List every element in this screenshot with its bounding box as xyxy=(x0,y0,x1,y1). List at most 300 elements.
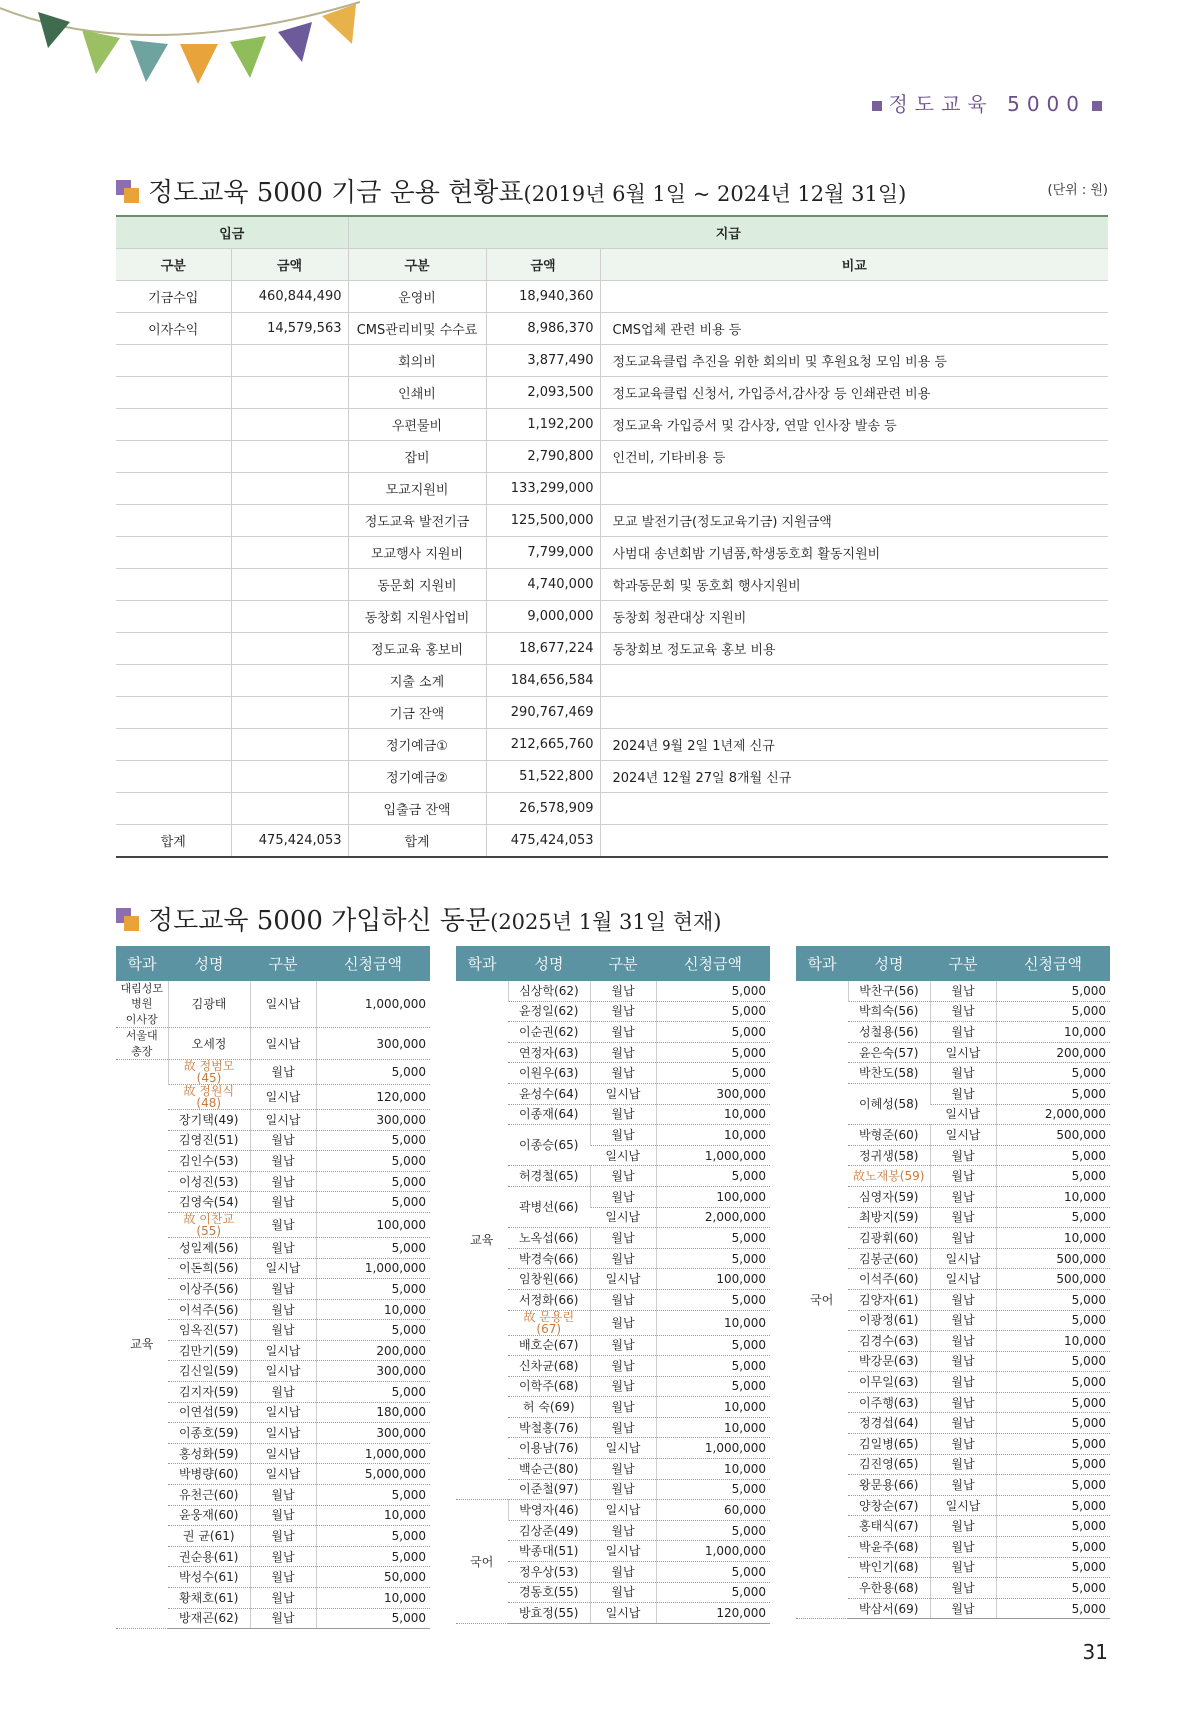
amount-cell: 5,000 xyxy=(996,1351,1110,1372)
type-cell: 월납 xyxy=(250,1171,316,1192)
amount-cell: 5,000 xyxy=(656,1479,770,1500)
empty-cell xyxy=(116,505,231,537)
type-cell: 월납 xyxy=(930,1392,996,1413)
expense-category: 정도교육 발전기금 xyxy=(348,505,486,537)
empty-cell xyxy=(116,409,231,441)
type-cell: 월납 xyxy=(930,1598,996,1619)
col-header: 구분 xyxy=(250,946,316,981)
type-cell: 월납 xyxy=(930,1022,996,1043)
type-cell: 월납 xyxy=(930,1289,996,1310)
amount-cell: 10,000 xyxy=(656,1125,770,1146)
expense-note: CMS업체 관련 비용 등 xyxy=(600,313,1108,345)
expense-note: 동창회보 정도교육 홍보 비용 xyxy=(600,633,1108,665)
name-cell: 故 문용린(67) xyxy=(508,1310,590,1335)
type-cell: 월납 xyxy=(250,1212,316,1237)
fund-row xyxy=(116,281,1108,313)
fund-table xyxy=(116,215,1108,858)
name-cell: 이순권(62) xyxy=(508,1022,590,1043)
amount-cell: 200,000 xyxy=(996,1042,1110,1063)
col-header: 신청금액 xyxy=(316,946,430,981)
type-cell: 월납 xyxy=(930,1001,996,1022)
name-cell: 윤정일(62) xyxy=(508,1001,590,1022)
name-cell: 임창원(66) xyxy=(508,1269,590,1290)
type-cell: 월납 xyxy=(250,1588,316,1609)
empty-cell xyxy=(231,441,348,473)
col-header: 구분 xyxy=(930,946,996,981)
name-cell: 성일제(56) xyxy=(168,1237,250,1258)
dept-cell: 대림성모병원 이사장 xyxy=(116,981,168,1028)
name-cell: 신차균(68) xyxy=(508,1356,590,1377)
amount-cell: 2,000,000 xyxy=(996,1104,1110,1125)
expense-note xyxy=(600,473,1108,505)
type-cell: 월납 xyxy=(250,1151,316,1172)
name-cell: 박윤주(68) xyxy=(848,1537,930,1558)
expense-category: 운영비 xyxy=(348,281,486,313)
amount-cell: 300,000 xyxy=(316,1423,430,1444)
name-cell: 권순용(61) xyxy=(168,1546,250,1567)
fund-total-row xyxy=(116,825,1108,858)
amount-cell: 5,000 xyxy=(996,1578,1110,1599)
name-cell: 이주행(63) xyxy=(848,1392,930,1413)
type-cell: 일시납 xyxy=(250,1084,316,1109)
type-cell: 일시납 xyxy=(590,1269,656,1290)
empty-cell xyxy=(231,345,348,377)
name-cell: 박성수(61) xyxy=(168,1567,250,1588)
amount-cell: 10,000 xyxy=(996,1022,1110,1043)
empty-cell xyxy=(116,601,231,633)
name-cell: 허 숙(69) xyxy=(508,1397,590,1418)
member-row xyxy=(116,1028,430,1060)
fund-row xyxy=(116,793,1108,825)
amount-cell: 5,000 xyxy=(656,1228,770,1249)
total-amount: 475,424,053 xyxy=(486,825,600,858)
empty-cell xyxy=(116,697,231,729)
expense-note: 모교 발전기금(정도교육기금) 지원금액 xyxy=(600,505,1108,537)
fund-row xyxy=(116,569,1108,601)
name-cell: 배호순(67) xyxy=(508,1335,590,1356)
type-cell: 일시납 xyxy=(930,1248,996,1269)
expense-category: 동문회 지원비 xyxy=(348,569,486,601)
col-header: 구분 xyxy=(116,249,231,281)
col-header: 금액 xyxy=(231,249,348,281)
amount-cell: 5,000 xyxy=(996,1392,1110,1413)
name-cell: 최방지(59) xyxy=(848,1207,930,1228)
empty-cell xyxy=(116,729,231,761)
expense-note: 사범대 송년회밤 기념품,학생동호회 활동지원비 xyxy=(600,537,1108,569)
members-title: 정도교육 5000 가입하신 동문 xyxy=(148,906,491,936)
amount-cell: 5,000 xyxy=(316,1526,430,1547)
amount-cell: 5,000 xyxy=(996,1145,1110,1166)
col-header: 학과 xyxy=(116,946,168,981)
amount-cell: 5,000 xyxy=(996,1207,1110,1228)
type-cell: 월납 xyxy=(590,1042,656,1063)
amount-cell: 500,000 xyxy=(996,1248,1110,1269)
type-cell: 월납 xyxy=(590,1104,656,1125)
name-cell: 박철홍(76) xyxy=(508,1417,590,1438)
section-square-icon xyxy=(116,908,140,932)
name-cell: 유천근(60) xyxy=(168,1485,250,1506)
income-header: 입금 xyxy=(116,216,348,249)
amount-cell: 120,000 xyxy=(316,1084,430,1109)
type-cell: 월납 xyxy=(930,1537,996,1558)
amount-cell: 5,000 xyxy=(656,1335,770,1356)
name-cell: 김영진(51) xyxy=(168,1130,250,1151)
fund-row xyxy=(116,313,1108,345)
expense-amount: 184,656,584 xyxy=(486,665,600,697)
col-header: 학과 xyxy=(456,946,508,981)
amount-cell: 10,000 xyxy=(656,1310,770,1335)
name-cell: 김영숙(54) xyxy=(168,1192,250,1213)
name-cell: 왕문용(66) xyxy=(848,1475,930,1496)
dept-cell: 국어 xyxy=(456,1500,508,1624)
name-cell: 황채호(61) xyxy=(168,1588,250,1609)
member-row xyxy=(116,1059,430,1084)
amount-cell: 5,000 xyxy=(996,1516,1110,1537)
amount-cell: 5,000 xyxy=(316,1279,430,1300)
fund-row xyxy=(116,537,1108,569)
total-label: 합계 xyxy=(348,825,486,858)
expense-note: 정도교육클럽 추진을 위한 회의비 및 후원요청 모임 비용 등 xyxy=(600,345,1108,377)
name-cell: 이연섭(59) xyxy=(168,1402,250,1423)
name-cell: 홍태식(67) xyxy=(848,1516,930,1537)
fund-section-title xyxy=(116,172,906,209)
unit-label: (단위 : 원) xyxy=(1047,183,1108,198)
col-header: 신청금액 xyxy=(656,946,770,981)
amount-cell: 5,000 xyxy=(996,1454,1110,1475)
expense-category: CMS관리비및 수수료 xyxy=(348,313,486,345)
members-table-2 xyxy=(456,946,770,1624)
amount-cell: 5,000 xyxy=(996,981,1110,1001)
name-cell: 박형준(60) xyxy=(848,1125,930,1146)
amount-cell: 1,000,000 xyxy=(656,1438,770,1459)
amount-cell: 5,000 xyxy=(656,1042,770,1063)
type-cell: 일시납 xyxy=(930,1495,996,1516)
type-cell: 일시납 xyxy=(930,1269,996,1290)
expense-amount: 4,740,000 xyxy=(486,569,600,601)
empty-cell xyxy=(231,473,348,505)
name-cell: 김상준(49) xyxy=(508,1520,590,1541)
amount-cell: 5,000 xyxy=(316,1237,430,1258)
amount-cell: 120,000 xyxy=(656,1603,770,1624)
name-cell: 이혜성(58) xyxy=(848,1083,930,1124)
expense-amount: 9,000,000 xyxy=(486,601,600,633)
amount-cell: 5,000 xyxy=(996,1557,1110,1578)
expense-amount: 3,877,490 xyxy=(486,345,600,377)
type-cell: 월납 xyxy=(590,1186,656,1207)
name-cell: 박병량(60) xyxy=(168,1464,250,1485)
amount-cell: 5,000 xyxy=(316,1130,430,1151)
type-cell: 월납 xyxy=(590,1397,656,1418)
amount-cell: 5,000 xyxy=(996,1166,1110,1187)
empty-cell xyxy=(231,537,348,569)
empty-cell xyxy=(231,761,348,793)
fund-row xyxy=(116,441,1108,473)
name-cell: 윤은숙(57) xyxy=(848,1042,930,1063)
amount-cell: 5,000 xyxy=(656,1582,770,1603)
type-cell: 월납 xyxy=(590,1310,656,1335)
total-amount: 475,424,053 xyxy=(231,825,348,858)
expense-note xyxy=(600,697,1108,729)
expense-amount: 133,299,000 xyxy=(486,473,600,505)
name-cell: 故 정원식(48) xyxy=(168,1084,250,1109)
amount-cell: 2,000,000 xyxy=(656,1207,770,1228)
name-cell: 故노재봉(59) xyxy=(848,1166,930,1187)
name-cell: 김광휘(60) xyxy=(848,1228,930,1249)
type-cell: 일시납 xyxy=(590,1500,656,1521)
type-cell: 월납 xyxy=(930,1310,996,1331)
amount-cell: 5,000 xyxy=(656,1289,770,1310)
type-cell: 월납 xyxy=(590,1562,656,1583)
empty-cell xyxy=(231,601,348,633)
page-number: 31 xyxy=(1082,1640,1108,1664)
type-cell: 월납 xyxy=(590,1228,656,1249)
expense-note: 학과동문회 및 동호회 행사지원비 xyxy=(600,569,1108,601)
type-cell: 월납 xyxy=(590,1289,656,1310)
type-cell: 월납 xyxy=(930,1083,996,1104)
amount-cell: 200,000 xyxy=(316,1340,430,1361)
name-cell: 오세정 xyxy=(168,1028,250,1060)
amount-cell: 5,000 xyxy=(656,1356,770,1377)
expense-note: 정도교육클럽 신청서, 가입증서,감사장 등 인쇄관련 비용 xyxy=(600,377,1108,409)
empty-cell xyxy=(116,537,231,569)
expense-category: 기금 잔액 xyxy=(348,697,486,729)
amount-cell: 60,000 xyxy=(656,1500,770,1521)
amount-cell: 300,000 xyxy=(656,1083,770,1104)
amount-cell: 5,000 xyxy=(656,1562,770,1583)
name-cell: 백순근(80) xyxy=(508,1459,590,1480)
type-cell: 월납 xyxy=(930,1557,996,1578)
name-cell: 윤웅재(60) xyxy=(168,1505,250,1526)
type-cell: 월납 xyxy=(250,1192,316,1213)
members-table-1 xyxy=(116,946,430,1629)
type-cell: 월납 xyxy=(590,1001,656,1022)
fund-row xyxy=(116,665,1108,697)
name-cell: 방효정(55) xyxy=(508,1603,590,1624)
type-cell: 월납 xyxy=(930,1331,996,1352)
type-cell: 일시납 xyxy=(250,1402,316,1423)
type-cell: 일시납 xyxy=(250,1028,316,1060)
empty-cell xyxy=(231,569,348,601)
type-cell: 월납 xyxy=(930,1434,996,1455)
members-header-row xyxy=(796,946,1110,981)
section-square-icon xyxy=(116,180,140,204)
fund-row xyxy=(116,729,1108,761)
type-cell: 월납 xyxy=(590,1376,656,1397)
amount-cell: 5,000 xyxy=(996,1434,1110,1455)
col-header: 비교 xyxy=(600,249,1108,281)
empty-cell xyxy=(116,473,231,505)
amount-cell: 5,000 xyxy=(996,1083,1110,1104)
members-date: (2025년 1월 31일 현재) xyxy=(490,910,722,934)
members-table-3 xyxy=(796,946,1110,1619)
fund-row xyxy=(116,473,1108,505)
expense-category: 정기예금② xyxy=(348,761,486,793)
col-header: 성명 xyxy=(508,946,590,981)
amount-cell: 5,000 xyxy=(656,1001,770,1022)
type-cell: 일시납 xyxy=(590,1438,656,1459)
name-cell: 심영자(59) xyxy=(848,1186,930,1207)
expense-amount: 51,522,800 xyxy=(486,761,600,793)
type-cell: 일시납 xyxy=(250,1423,316,1444)
type-cell: 일시납 xyxy=(590,1603,656,1624)
amount-cell: 1,000,000 xyxy=(316,1443,430,1464)
type-cell: 일시납 xyxy=(250,981,316,1028)
empty-cell xyxy=(116,377,231,409)
amount-cell: 10,000 xyxy=(316,1588,430,1609)
expense-amount: 290,767,469 xyxy=(486,697,600,729)
fund-row xyxy=(116,697,1108,729)
fund-row xyxy=(116,601,1108,633)
amount-cell: 5,000 xyxy=(996,1598,1110,1619)
type-cell: 일시납 xyxy=(590,1207,656,1228)
expense-note: 정도교육 가입증서 및 감사장, 연말 인사장 발송 등 xyxy=(600,409,1108,441)
amount-cell: 10,000 xyxy=(996,1331,1110,1352)
expense-category: 모교행사 지원비 xyxy=(348,537,486,569)
type-cell: 월납 xyxy=(930,1516,996,1537)
col-header: 성명 xyxy=(848,946,930,981)
amount-cell: 10,000 xyxy=(996,1228,1110,1249)
name-cell: 박찬도(58) xyxy=(848,1063,930,1084)
type-cell: 월납 xyxy=(930,1578,996,1599)
expense-note xyxy=(600,793,1108,825)
name-cell: 김신일(59) xyxy=(168,1361,250,1382)
name-cell: 이무일(63) xyxy=(848,1372,930,1393)
name-cell: 김지자(59) xyxy=(168,1382,250,1403)
amount-cell: 5,000 xyxy=(316,1320,430,1341)
type-cell: 월납 xyxy=(250,1485,316,1506)
amount-cell: 5,000 xyxy=(316,1192,430,1213)
amount-cell: 5,000 xyxy=(996,1310,1110,1331)
type-cell: 월납 xyxy=(250,1237,316,1258)
empty-cell xyxy=(231,505,348,537)
name-cell: 故 정범모(45) xyxy=(168,1059,250,1084)
amount-cell: 100,000 xyxy=(316,1212,430,1237)
type-cell: 월납 xyxy=(590,1125,656,1146)
name-cell: 이석주(56) xyxy=(168,1299,250,1320)
member-row xyxy=(456,1500,770,1521)
type-cell: 월납 xyxy=(250,1130,316,1151)
name-cell: 우한용(68) xyxy=(848,1578,930,1599)
name-cell: 박인기(68) xyxy=(848,1557,930,1578)
expense-amount: 18,940,360 xyxy=(486,281,600,313)
name-cell: 성철용(56) xyxy=(848,1022,930,1043)
amount-cell: 5,000 xyxy=(316,1059,430,1084)
name-cell: 이종승(65) xyxy=(508,1125,590,1166)
name-cell: 이종재(64) xyxy=(508,1104,590,1125)
type-cell: 일시납 xyxy=(250,1443,316,1464)
name-cell: 권 균(61) xyxy=(168,1526,250,1547)
type-cell: 월납 xyxy=(590,1459,656,1480)
type-cell: 월납 xyxy=(930,981,996,1001)
name-cell: 김봉군(60) xyxy=(848,1248,930,1269)
name-cell: 이광정(61) xyxy=(848,1310,930,1331)
amount-cell: 10,000 xyxy=(656,1397,770,1418)
expense-amount: 8,986,370 xyxy=(486,313,600,345)
type-cell: 월납 xyxy=(590,1417,656,1438)
type-cell: 월납 xyxy=(250,1567,316,1588)
type-cell: 월납 xyxy=(250,1608,316,1629)
empty-cell xyxy=(600,825,1108,858)
dept-cell: 교육 xyxy=(116,1059,168,1628)
expense-category: 지출 소계 xyxy=(348,665,486,697)
fund-row xyxy=(116,345,1108,377)
name-cell: 이원우(63) xyxy=(508,1063,590,1084)
type-cell: 월납 xyxy=(250,1382,316,1403)
dept-cell: 국어 xyxy=(796,981,848,1619)
income-amount: 460,844,490 xyxy=(231,281,348,313)
amount-cell: 5,000 xyxy=(316,1382,430,1403)
empty-cell xyxy=(116,793,231,825)
name-cell: 심상학(62) xyxy=(508,981,590,1001)
expense-header: 지급 xyxy=(348,216,1108,249)
amount-cell: 1,000,000 xyxy=(316,981,430,1028)
amount-cell: 5,000 xyxy=(996,1537,1110,1558)
amount-cell: 5,000 xyxy=(996,1372,1110,1393)
income-category: 기금수입 xyxy=(116,281,231,313)
type-cell: 일시납 xyxy=(250,1464,316,1485)
fund-period: (2019년 6월 1일 ~ 2024년 12월 31일) xyxy=(523,182,907,206)
expense-amount: 212,665,760 xyxy=(486,729,600,761)
amount-cell: 1,000,000 xyxy=(316,1258,430,1279)
fund-title: 정도교육 5000 기금 운용 현황표 xyxy=(148,178,524,208)
empty-cell xyxy=(231,697,348,729)
name-cell: 서정화(66) xyxy=(508,1289,590,1310)
amount-cell: 1,000,000 xyxy=(656,1145,770,1166)
type-cell: 월납 xyxy=(250,1279,316,1300)
type-cell: 월납 xyxy=(930,1475,996,1496)
type-cell: 월납 xyxy=(590,981,656,1001)
name-cell: 이상주(56) xyxy=(168,1279,250,1300)
type-cell: 월납 xyxy=(250,1059,316,1084)
expense-note: 2024년 9월 2일 1년제 신규 xyxy=(600,729,1108,761)
empty-cell xyxy=(116,441,231,473)
name-cell: 연정자(63) xyxy=(508,1042,590,1063)
expense-amount: 2,093,500 xyxy=(486,377,600,409)
header-tag: 정도교육 5000 xyxy=(866,88,1108,117)
name-cell: 이종호(59) xyxy=(168,1423,250,1444)
type-cell: 월납 xyxy=(930,1186,996,1207)
amount-cell: 5,000 xyxy=(316,1171,430,1192)
name-cell: 박종대(51) xyxy=(508,1541,590,1562)
empty-cell xyxy=(231,793,348,825)
type-cell: 일시납 xyxy=(590,1145,656,1166)
name-cell: 박경숙(66) xyxy=(508,1248,590,1269)
amount-cell: 500,000 xyxy=(996,1269,1110,1290)
expense-amount: 18,677,224 xyxy=(486,633,600,665)
empty-cell xyxy=(231,409,348,441)
members-header-row xyxy=(116,946,430,981)
type-cell: 월납 xyxy=(250,1320,316,1341)
col-header: 학과 xyxy=(796,946,848,981)
expense-amount: 1,192,200 xyxy=(486,409,600,441)
amount-cell: 5,000 xyxy=(316,1485,430,1506)
member-row xyxy=(796,981,1110,1001)
type-cell: 월납 xyxy=(930,1145,996,1166)
type-cell: 월납 xyxy=(930,1228,996,1249)
type-cell: 일시납 xyxy=(930,1104,996,1125)
empty-cell xyxy=(116,569,231,601)
type-cell: 월납 xyxy=(930,1166,996,1187)
name-cell: 윤성수(64) xyxy=(508,1083,590,1104)
type-cell: 일시납 xyxy=(250,1361,316,1382)
amount-cell: 5,000 xyxy=(656,1063,770,1084)
expense-note: 2024년 12월 27일 8개월 신규 xyxy=(600,761,1108,793)
empty-cell xyxy=(231,377,348,409)
dept-cell: 교육 xyxy=(456,981,508,1500)
amount-cell: 5,000 xyxy=(996,1063,1110,1084)
expense-category: 동창회 지원사업비 xyxy=(348,601,486,633)
expense-note xyxy=(600,665,1108,697)
